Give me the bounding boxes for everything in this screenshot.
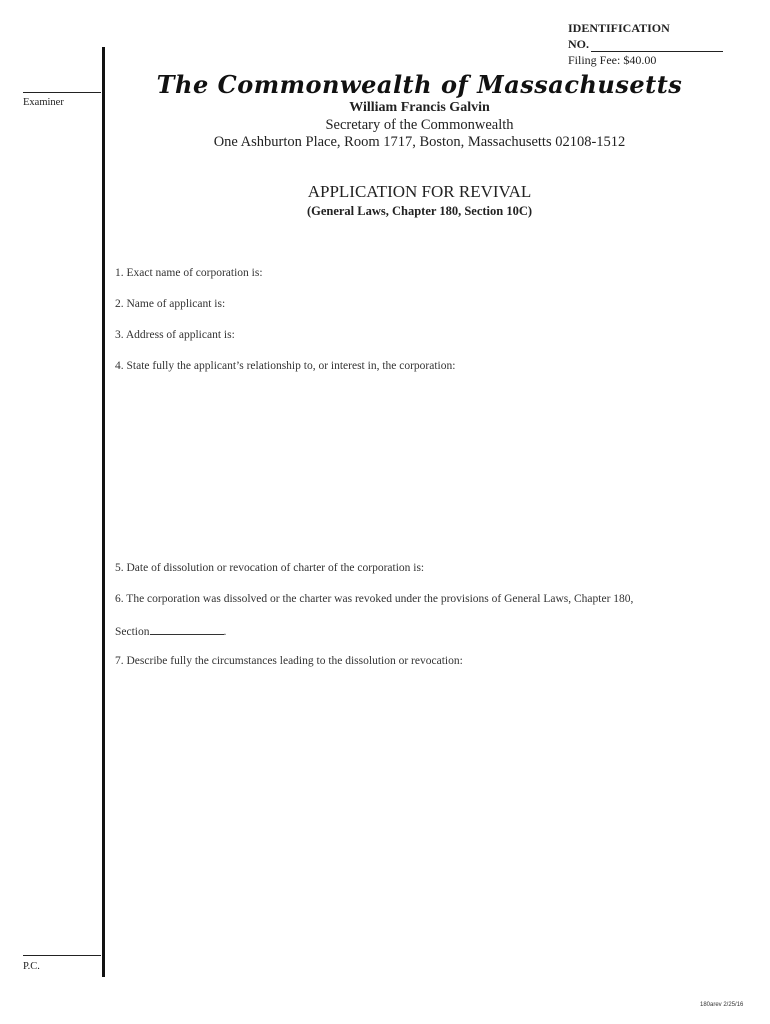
item-7-circumstances: 7. Describe fully the circumstances leading to the dissolution or revocation:	[115, 655, 463, 667]
pc-signature-line[interactable]	[23, 955, 101, 956]
secretary-title: Secretary of the Commonwealth	[325, 117, 514, 133]
filing-fee: Filing Fee: $40.00	[568, 53, 657, 67]
form-subtitle: (General Laws, Chapter 180, Section 10C)	[306, 204, 533, 218]
commonwealth-heading: The Commonwealth of Massachusetts	[156, 70, 683, 99]
identification-block	[568, 20, 723, 68]
identification-number-blank[interactable]	[591, 40, 723, 52]
item-2-applicant-name: 2. Name of applicant is:	[115, 298, 226, 310]
examiner-label: Examiner	[23, 97, 64, 108]
margin-vertical-rule	[102, 47, 105, 977]
section-period: .	[223, 626, 227, 638]
item-6-provisions: 6. The corporation was dissolved or the charter was revoked under the provisions of General Laws, Chapter 180,	[115, 593, 634, 605]
form-title: APPLICATION FOR REVIVAL	[307, 182, 532, 201]
office-address: One Ashburton Place, Room 1717, Boston, Massachusetts 02108-1512	[213, 134, 626, 150]
pc-label: P.C.	[23, 961, 40, 972]
identification-number-row	[568, 36, 723, 52]
item-6-section-row	[115, 624, 226, 638]
item-1-corporation-name: 1. Exact name of corporation is:	[115, 267, 263, 279]
section-number-blank[interactable]	[150, 624, 224, 635]
identification-no-label: NO.	[568, 37, 589, 51]
item-4-applicant-relationship: 4. State fully the applicant’s relationship to, or interest in, the corporation:	[115, 360, 456, 372]
item-3-applicant-address: 3. Address of applicant is:	[115, 329, 235, 341]
form-revision-code: 180arev 2/25/16	[700, 1002, 744, 1008]
examiner-signature-line[interactable]	[23, 92, 101, 93]
identification-label: IDENTIFICATION	[568, 21, 670, 35]
section-label: Section	[115, 626, 150, 638]
item-5-dissolution-date: 5. Date of dissolution or revocation of charter of the corporation is:	[115, 562, 425, 574]
secretary-name: William Francis Galvin	[349, 100, 490, 115]
